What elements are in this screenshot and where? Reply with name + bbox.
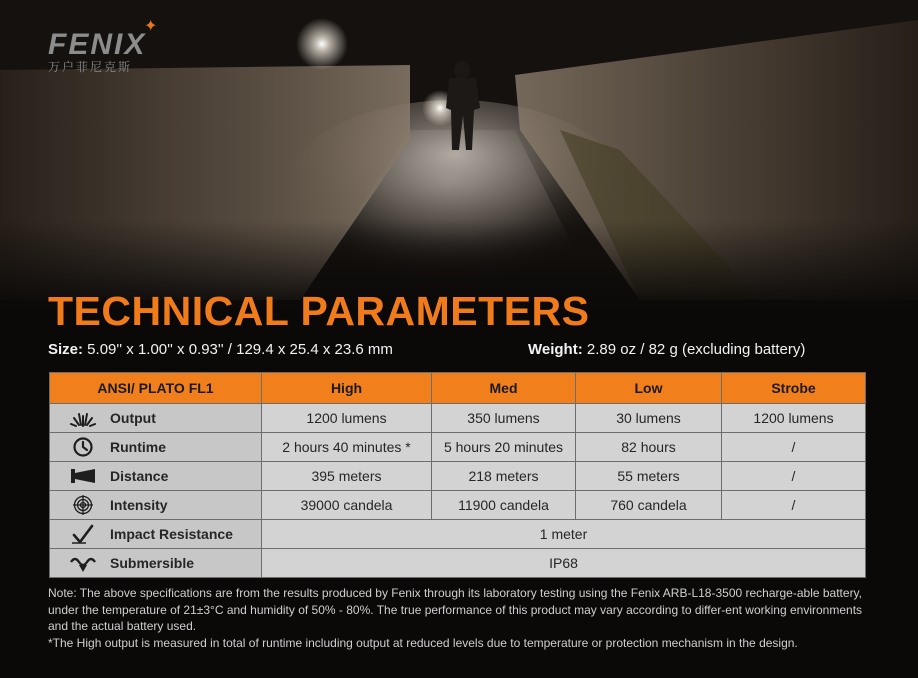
header-low: Low <box>576 373 722 404</box>
header-med: Med <box>432 373 576 404</box>
size-label: Size: <box>48 341 84 358</box>
cell-distance-high: 395 meters <box>262 462 432 491</box>
row-label-submersible: Submersible <box>50 549 262 578</box>
size-value: 5.09'' x 1.00'' x 0.93'' / 129.4 x 25.4 x 23.6 mm <box>83 341 393 358</box>
cell-runtime-med: 5 hours 20 minutes <box>432 433 576 462</box>
cell-intensity-low: 760 candela <box>576 491 722 520</box>
cell-intensity-med: 11900 candela <box>432 491 576 520</box>
submersible-wave-icon <box>70 553 96 573</box>
cell-distance-med: 218 meters <box>432 462 576 491</box>
header-strobe: Strobe <box>722 373 866 404</box>
cell-intensity-high: 39000 candela <box>262 491 432 520</box>
cell-distance-low: 55 meters <box>576 462 722 491</box>
cell-output-strobe: 1200 lumens <box>722 404 866 433</box>
table-row <box>50 462 866 491</box>
header-high: High <box>262 373 432 404</box>
cell-impact-value: 1 meter <box>262 520 866 549</box>
table-row <box>50 549 866 578</box>
cell-runtime-strobe: / <box>722 433 866 462</box>
spec-table <box>49 372 866 578</box>
table-row <box>50 404 866 433</box>
cell-output-med: 350 lumens <box>432 404 576 433</box>
logo-wordmark: FENIX <box>48 28 147 61</box>
footnotes <box>48 585 868 651</box>
table-row <box>50 520 866 549</box>
logo-star-icon: ✦ <box>144 18 158 35</box>
cell-output-low: 30 lumens <box>576 404 722 433</box>
logo-subtext: 万户菲尼克斯 <box>48 60 133 74</box>
weight-label: Weight: <box>528 341 583 358</box>
row-label-runtime: Runtime <box>50 433 262 462</box>
impact-check-icon <box>70 524 96 544</box>
row-label-impact: Impact Resistance <box>50 520 262 549</box>
cell-runtime-low: 82 hours <box>576 433 722 462</box>
row-label-intensity: Intensity <box>50 491 262 520</box>
note-high-output: *The High output is measured in total of runtime including output at reduced levels due to temperature or protection mechanism in the design. <box>48 635 798 650</box>
size-spec <box>48 341 393 358</box>
table-header-row <box>50 373 866 404</box>
cell-runtime-high: 2 hours 40 minutes * <box>262 433 432 462</box>
weight-value: 2.89 oz / 82 g (excluding battery) <box>582 341 806 358</box>
intensity-target-icon <box>70 495 96 515</box>
header-standard: ANSI/ PLATO FL1 <box>50 373 262 404</box>
clock-icon <box>70 437 96 457</box>
output-rays-icon <box>70 408 96 428</box>
cell-distance-strobe: / <box>722 462 866 491</box>
fenix-logo <box>48 18 158 75</box>
row-label-output: Output <box>50 404 262 433</box>
beam-distance-icon <box>70 466 96 486</box>
cell-output-high: 1200 lumens <box>262 404 432 433</box>
page-title: TECHNICAL PARAMETERS <box>48 288 590 334</box>
weight-spec <box>528 341 805 358</box>
note-testing-conditions: Note: The above specifications are from the results produced by Fenix through its laboratory testing using the Fenix ARB-L18-3500 recharge-able battery, under the temperature of 21±3°C and humidity of 50% - 80%. The true performance of this product may vary according to differ-ent working environments and the actual battery used. <box>48 586 863 633</box>
cell-intensity-strobe: / <box>722 491 866 520</box>
row-label-distance: Distance <box>50 462 262 491</box>
table-row <box>50 433 866 462</box>
table-row <box>50 491 866 520</box>
cell-submersible-value: IP68 <box>262 549 866 578</box>
